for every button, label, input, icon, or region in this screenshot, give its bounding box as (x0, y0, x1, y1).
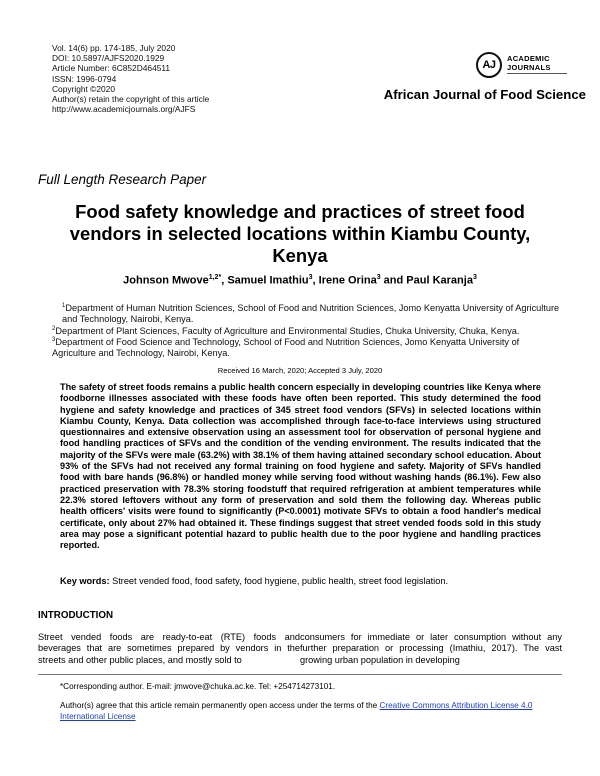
affiliation-text: Department of Food Science and Technology, School of Food and Nutrition Sciences, Jomo Kenyatta University of Agriculture and Technology, Nairobi, Kenya. (52, 337, 520, 359)
author-name: Paul Karanja (406, 274, 473, 287)
affiliation-1 (62, 301, 562, 326)
author-affiliation-sup: 1,2* (208, 274, 222, 281)
affiliation-number: 1 (62, 303, 66, 309)
author-affiliation-sup: 3 (472, 274, 477, 281)
keywords-label: Key words: (60, 576, 110, 586)
meta-line: Author(s) retain the copyright of this article (52, 94, 210, 105)
license-link[interactable]: Creative Commons Attribution License 4.0 International License (60, 701, 533, 721)
meta-line: ISSN: 1996-0794 (52, 73, 117, 84)
affiliation-number: 2 (52, 326, 56, 332)
author-name: Johnson Mwove (123, 274, 209, 287)
section-heading-introduction: INTRODUCTION (38, 610, 114, 621)
author-affiliation-sup: 3 (376, 274, 381, 281)
footnote-divider (38, 674, 562, 675)
intro-column-2: consumers for immediate or later consumption without any further preparation or processing (Imathiu, 2017). The vast growing urban population in developing (300, 632, 562, 665)
license-text: Author(s) agree that this article remain permanently open access under the terms of the (60, 701, 380, 710)
logo-line-1: ACADEMIC (507, 54, 550, 63)
abstract: The safety of street foods remains a public health concern especially in developing countries like Kenya where foodborne illnesses associated with these foods have often been reported. This study determined the food hygiene and safety knowledge and practices of 345 street food vendors (SFVs) in selected locations within Kiambu County, Kenya. Data collection was accomplished through face-to-face interviews using structured questionnaires and extensive observation using an assessment tool for observation of personal hygiene and food handling practices of SFVs and the condition of the vending environment. The results indicated that the majority of the SFVs were male (63.2%) with 38.1% of them having attained secondary school education. About 93% of the SFVs had not received any formal training on food hygiene and safety. Majority of SFVs handled food with bare hands (96.8%) or handled money while serving food without washing hands (86.1%). Few also practiced preservation with 78.3% storing foodstuff that required refrigeration at ambient temperatures while 22.3% stored leftovers without any form of preservation and sold them the following day. Whereas public health officers' visits were found to significantly (P<0.0001) motivate SFVs to obtain a food handler's medical certificate, only about 27% had obtained it. These findings suggest that street vended foods sold in this study area may pose a significant potential hazard to public health due to the poor hygiene and handling practices reported. (60, 382, 541, 551)
meta-line: Article Number: 6C852D464511 (52, 63, 171, 74)
corresponding-author: *Corresponding author. E-mail: jmwove@chuka.ac.ke. Tel: +254714273101. (60, 682, 336, 691)
article-metadata (52, 43, 209, 114)
meta-line: DOI: 10.5897/AJFS2020.1929 (52, 53, 165, 64)
logo-tagline-bar (507, 73, 567, 74)
author-separator: , (221, 274, 228, 287)
journal-name: African Journal of Food Science (383, 87, 586, 102)
keywords (60, 576, 550, 586)
author-separator: , (312, 274, 319, 287)
affiliation-3 (52, 335, 562, 360)
author-name: Samuel Imathiu (227, 274, 309, 287)
received-accepted-dates: Received 16 March, 2020; Accepted 3 July, 2020 (217, 366, 383, 375)
paper-title: Food safety knowledge and practices of street food vendors in selected locations within Kiambu County, Kenya (69, 201, 531, 266)
logo-mark-icon: AJ (476, 52, 502, 78)
meta-line: Vol. 14(6) pp. 174-185, July 2020 (52, 43, 176, 53)
meta-line: http://www.academicjournals.org/AJFS (52, 104, 196, 115)
affiliation-text: Department of Plant Sciences, Faculty of Agriculture and Environmental Studies, Chuka University, Chuka, Kenya. (55, 326, 520, 337)
author-name: Irene Orina (318, 274, 377, 287)
meta-line: Copyright ©2020 (52, 83, 115, 94)
affiliation-number: 3 (52, 337, 56, 343)
academic-journals-logo (476, 52, 596, 82)
keywords-text: Street vended food, food safety, food hygiene, public health, street food legislation. (109, 576, 448, 586)
intro-column-1: Street vended foods are ready-to-eat (RTE) foods and beverages that are sometimes prepared by vendors in the streets and other public places, and mostly sold to (38, 632, 300, 665)
affiliation-text: Department of Human Nutrition Sciences, School of Food and Nutrition Sciences, Jomo Kenyatta University of Agriculture and Technology, Nairobi, Kenya. (62, 303, 560, 325)
license-notice (60, 701, 560, 723)
author-list (40, 274, 560, 287)
logo-line-2: JOURNALS (507, 62, 551, 72)
paper-type: Full Length Research Paper (38, 172, 207, 187)
logo-wordmark (507, 55, 551, 72)
author-separator: and (380, 274, 407, 287)
author-affiliation-sup: 3 (308, 274, 313, 281)
